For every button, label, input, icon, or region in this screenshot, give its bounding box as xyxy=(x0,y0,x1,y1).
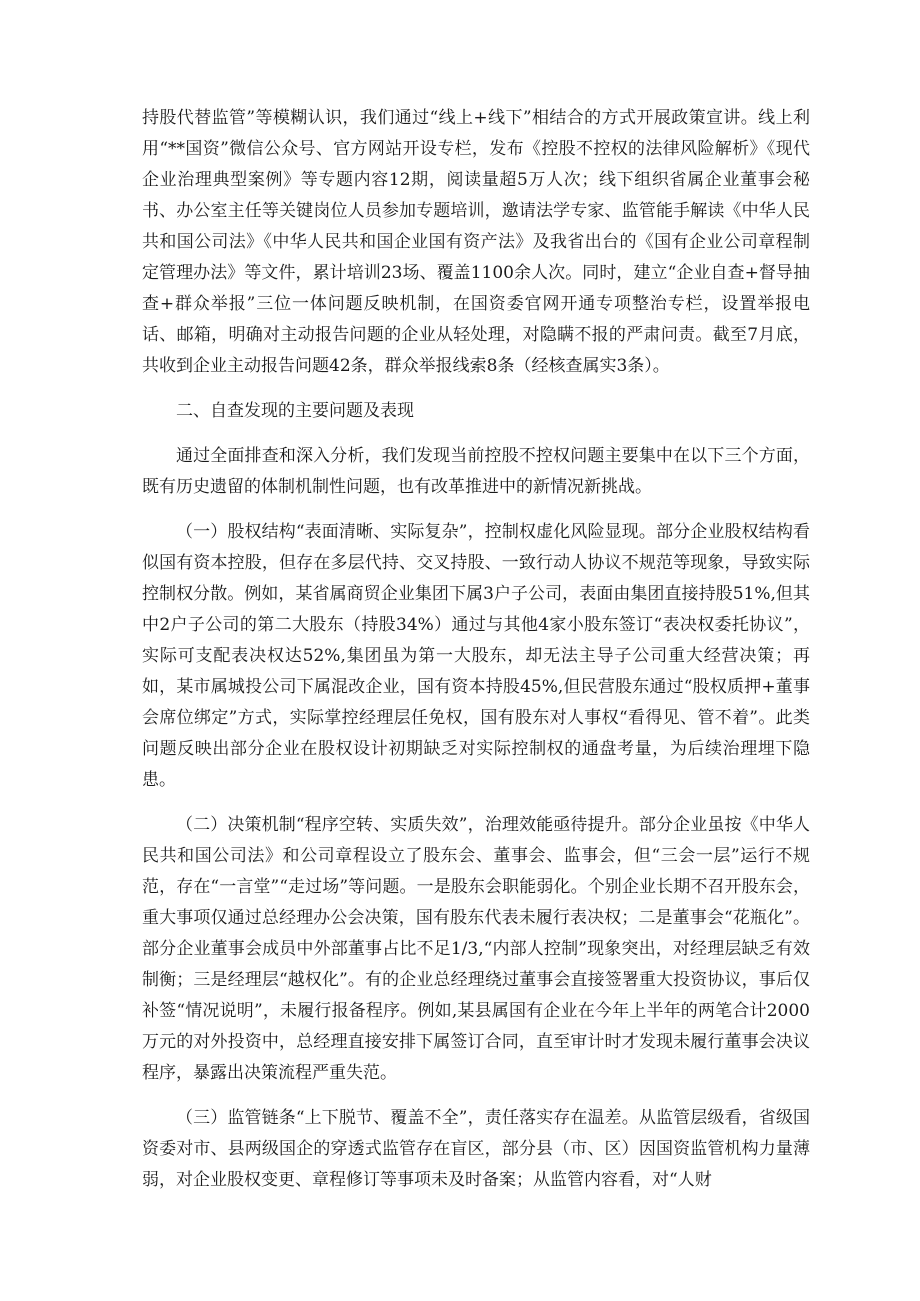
intro-paragraph: 通过全面排查和深入分析，我们发现当前控股不控权问题主要集中在以下三个方面，既有历史遗留的体制机制性问题，也有改革推进中的新情况新挑战。 xyxy=(142,446,810,497)
point-2-paragraph: （二）决策机制“程序空转、实质失效”，治理效能亟待提升。部分企业虽按《中华人民共和国公司法》和公司章程设立了股东会、董事会、监事会，但“三会一层”运行不规范，存在“一言堂”“走过场”等问题。一是股东会职能弱化。个别企业长期不召开股东会，重大事项仅通过总经理办公会决策，国有股东代表未履行表决权；二是董事会“花瓶化”。部分企业董事会成员中外部董事占比不足1/3,“内部人控制”现象突出，对经理层缺乏有效制衡；三是经理层“越权化”。有的企业总经理绕过董事会直接签署重大投资协议，事后仅补签“情况说明”，未履行报备程序。例如,某县属国有企业在今年上半年的两笔合计2000万元的对外投资中，总经理直接安排下属签订合同，直至审计时才发现未履行董事会决议程序，暴露出决策流程严重失范。 xyxy=(142,815,810,1083)
section-heading: 二、自查发现的主要问题及表现 xyxy=(176,401,414,421)
continuation-paragraph: 持股代替监管”等模糊认识，我们通过“线上+线下”相结合的方式开展政策宣讲。线上利用“**国资”微信公众号、官方网站开设专栏，发布《控股不控权的法律风险解析》《现代企业治理典型案例》等专题内容12期，阅读量超5万人次；线下组织省属企业董事会秘书、办公室主任等关键岗位人员参加专题培训，邀请法学专家、监管能手解读《中华人民共和国公司法》《中华人民共和国企业国有资产法》及我省出台的《国有企业公司章程制定管理办法》等文件，累计培训23场、覆盖1100余人次。同时，建立“企业自查+督导抽查+群众举报”三位一体问题反映机制，在国资委官网开通专项整治专栏，设置举报电话、邮箱，明确对主动报告问题的企业从轻处理，对隐瞒不报的严肃问责。截至7月底，共收到企业主动报告问题42条，群众举报线索8条（经核查属实3条）。 xyxy=(142,108,810,376)
point-1-paragraph: （一）股权结构“表面清晰、实际复杂”，控制权虚化风险显现。部分企业股权结构看似国有资本控股，但存在多层代持、交叉持股、一致行动人协议不规范等现象，导致实际控制权分散。例如，某省属商贸企业集团下属3户子公司，表面由集团直接持股51%,但其中2户子公司的第二大股东（持股34%）通过与其他4家小股东签订“表决权委托协议”，实际可支配表决权达52%,集团虽为第一大股东，却无法主导子公司重大经营决策；再如，某市属城投公司下属混改企业，国有资本持股45%,但民营股东通过“股权质押+董事会席位绑定”方式，实际掌控经理层任免权，国有股东对人事权“看得见、管不着”。此类问题反映出部分企业在股权设计初期缺乏对实际控制权的通盘考量，为后续治理埋下隐患。 xyxy=(142,522,810,790)
point-3-paragraph: （三）监管链条“上下脱节、覆盖不全”，责任落实存在温差。从监管层级看，省级国资委对市、县两级国企的穿透式监管存在盲区，部分县（市、区）因国资监管机构力量薄弱，对企业股权变更、章程修订等事项未及时备案；从监管内容看，对“人财 xyxy=(142,1108,810,1190)
